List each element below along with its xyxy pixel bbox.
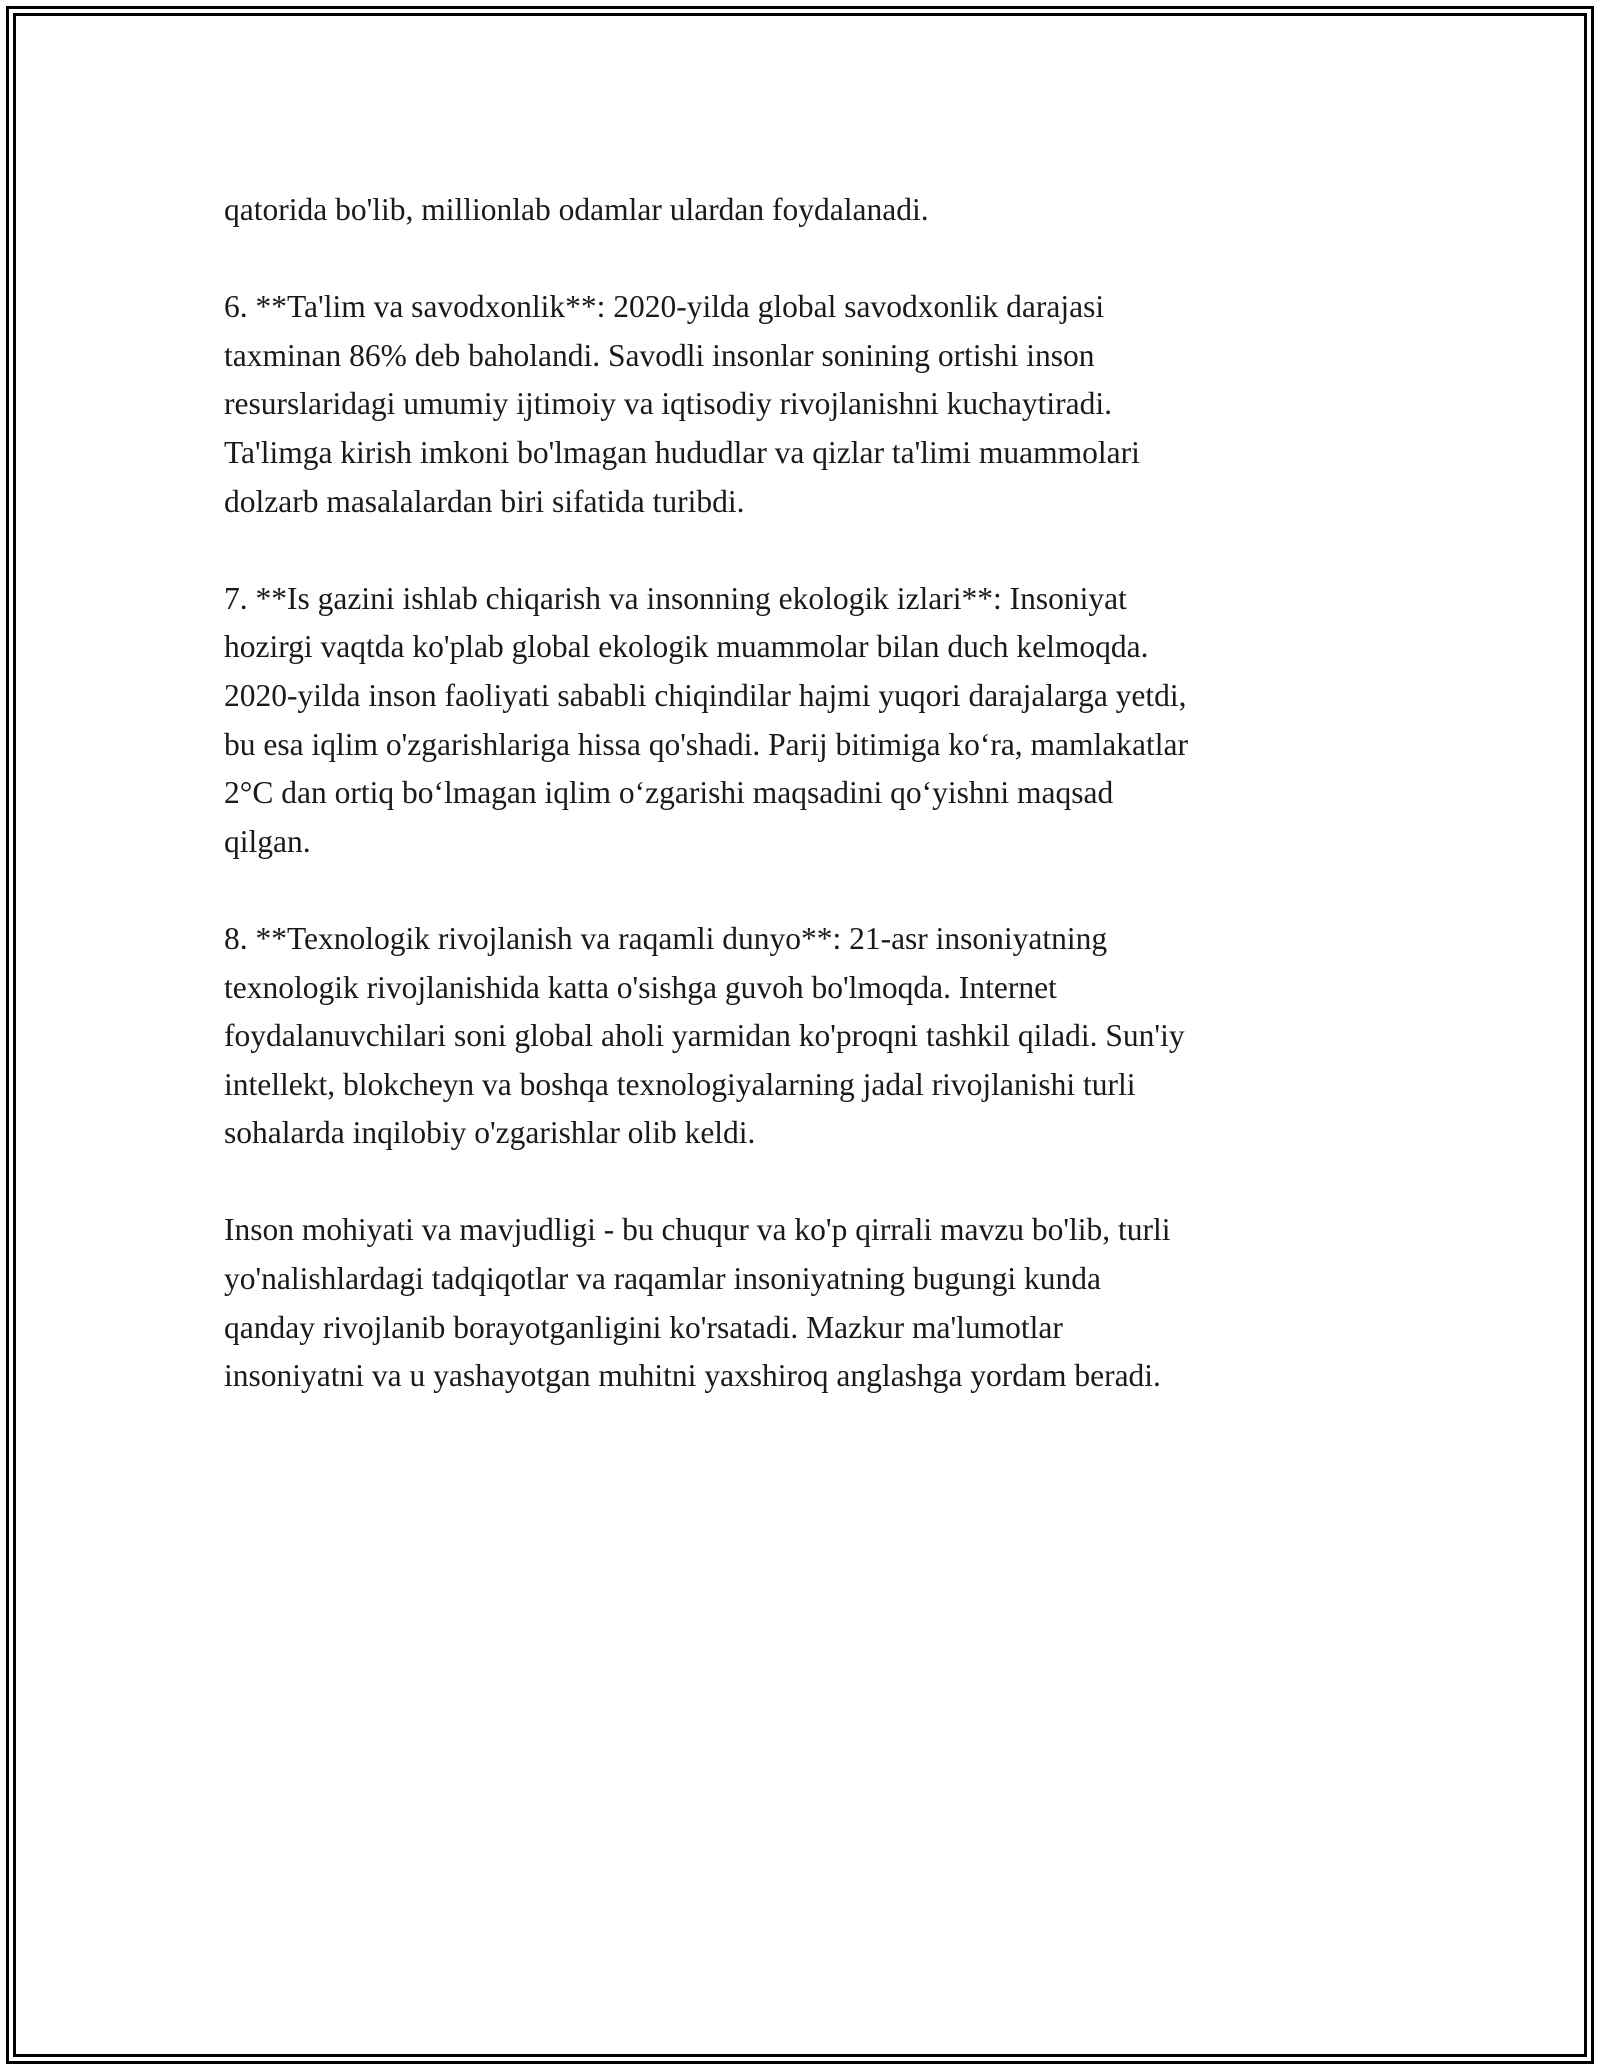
paragraph-continuation: qatorida bo'lib, millionlab odamlar ulardan foydalanadi. — [224, 192, 929, 227]
paragraph-conclusion: Inson mohiyati va mavjudligi - bu chuqur va ko'p qirrali mavzu bo'lib, turli yo'nalishlardagi tadqiqotlar va raqamlar insoniyatning bugungi kunda qanday rivojlanib borayotganligini ko'rsatadi. Mazkur ma'lumotlar insoniyatni va u yashayotgan muhitni yaxshiroq anglashga yordam beradi. — [224, 1212, 1171, 1394]
paragraph-item-6-education: 6. **Ta'lim va savodxonlik**: 2020-yilda global savodxonlik darajasi taxminan 86% deb baholandi. Savodli insonlar sonining ortishi inson resurslaridagi umumiy ijtimoiy va iqtisodiy rivojlanishni kuchaytiradi. Ta'limga kirish imkoni bo'lmagan hududlar va qizlar ta'limi muammolari dolzarb masalalardan biri sifatida turibdi. — [224, 289, 1140, 519]
paragraph-item-8-technology: 8. **Texnologik rivojlanish va raqamli dunyo**: 21-asr insoniyatning texnologik rivojlanishida katta o'sishga guvoh bo'lmoqda. Internet foydalanuvchilari soni global aholi yarmidan ko'proqni tashkil qiladi. Sun'iy intellekt, blokcheyn va boshqa texnologiyalarning jadal rivojlanishi turli sohalarda inqilobiy o'zgarishlar olib keldi. — [224, 920, 1185, 1151]
document-body — [224, 186, 1374, 1401]
paragraph-item-7-ecology: 7. **Is gazini ishlab chiqarish va insonning ekologik izlari**: Insoniyat hozirgi vaqtda ko'plab global ekologik muammolar bilan duch kelmoqda. 2020-yilda inson faoliyati sababli chiqindilar hajmi yuqori darajalarga yetdi, bu esa iqlim o'zgarishlariga hissa qo'shadi. Parij bitimiga ko‘ra, mamlakatlar 2°C dan ortiq bo‘lmagan iqlim o‘zgarishi maqsadini qo‘yishni maqsad qilgan. — [224, 580, 1188, 859]
